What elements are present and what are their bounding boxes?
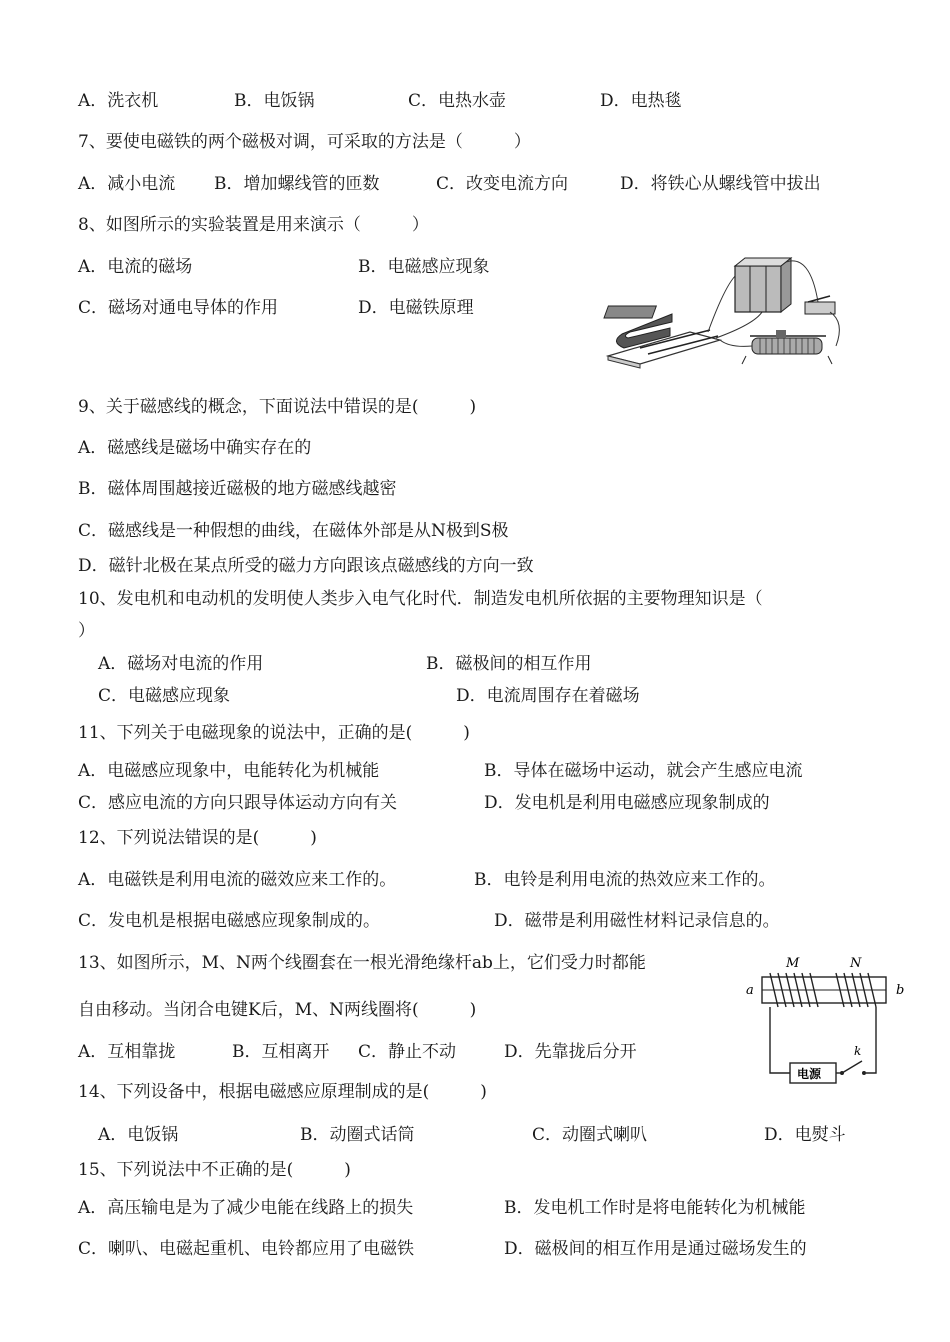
q8-apparatus-figure — [600, 252, 860, 374]
question-14-stem: 14、下列设备中，根据电磁感应原理制成的是( ) — [78, 1082, 487, 1102]
q9-option-d: D．磁针北极在某点所受的磁力方向跟该点磁感线的方向一致 — [78, 556, 534, 576]
q14-option-d: D．电熨斗 — [764, 1125, 846, 1145]
q12-option-b: B．电铃是利用电流的热效应来工作的。 — [474, 870, 776, 890]
q15-option-a: A．高压输电是为了减少电能在线路上的损失 — [78, 1198, 414, 1218]
q13-option-a: A．互相靠拢 — [78, 1042, 176, 1062]
q8-option-c: C．磁场对通电导体的作用 — [78, 298, 279, 318]
question-15-stem: 15、下列说法中不正确的是( ) — [78, 1160, 351, 1180]
label-k: k — [854, 1044, 862, 1058]
q12-option-a: A．电磁铁是利用电流的磁效应来工作的。 — [78, 870, 397, 890]
q14-option-c: C．动圈式喇叭 — [532, 1125, 648, 1145]
q12-option-d: D．磁带是利用磁性材料记录信息的。 — [494, 911, 780, 931]
label-n: N — [850, 956, 862, 971]
q7-option-a: A．减小电流 — [78, 174, 176, 194]
q7-option-d: D．将铁心从螺线管中拔出 — [620, 174, 821, 194]
q10-option-a: A．磁场对电流的作用 — [98, 654, 264, 674]
question-13-stem: 13、如图所示，M、N两个线圈套在一根光滑绝缘杆ab上，它们受力时都能 — [78, 953, 646, 973]
q11-option-c: C．感应电流的方向只跟导体运动方向有关 — [78, 793, 398, 813]
label-b: b — [896, 983, 905, 998]
q8-option-d: D．电磁铁原理 — [358, 298, 474, 318]
q10-option-b: B．磁极间的相互作用 — [426, 654, 592, 674]
q10-option-c: C．电磁感应现象 — [98, 686, 231, 706]
q10-option-d: D．电流周围存在着磁场 — [456, 686, 640, 706]
q9-option-b: B．磁体周围越接近磁极的地方磁感线越密 — [78, 479, 397, 499]
q8-option-a: A．电流的磁场 — [78, 257, 193, 277]
q14-option-a: A．电饭锅 — [98, 1125, 179, 1145]
q9-option-a: A．磁感线是磁场中确实存在的 — [78, 438, 312, 458]
question-11-stem: 11、下列关于电磁现象的说法中，正确的是( ) — [78, 723, 470, 743]
q15-option-c: C．喇叭、电磁起重机、电铃都应用了电磁铁 — [78, 1239, 415, 1259]
q11-option-a: A．电磁感应现象中，电能转化为机械能 — [78, 761, 380, 781]
q8-option-b: B．电磁感应现象 — [358, 257, 490, 277]
q14-option-b: B．动圈式话筒 — [300, 1125, 415, 1145]
question-10-stem-cont: ） — [78, 621, 95, 641]
q15-option-b: B．发电机工作时是将电能转化为机械能 — [504, 1198, 806, 1218]
q13-circuit-figure — [740, 955, 910, 1090]
q13-option-c: C．静止不动 — [358, 1042, 457, 1062]
option-b: B．电饭锅 — [234, 91, 315, 111]
question-10-stem: 10、发电机和电动机的发明使人类步入电气化时代．制造发电机所依据的主要物理知识是（ — [78, 589, 763, 609]
option-c: C．电热水壶 — [408, 91, 507, 111]
q7-option-c: C．改变电流方向 — [436, 174, 569, 194]
q11-option-d: D．发电机是利用电磁感应现象制成的 — [484, 793, 770, 813]
question-13-stem-cont: 自由移动。当闭合电键K后，M、N两线圈将( ) — [78, 1000, 477, 1020]
option-a: A．洗衣机 — [78, 91, 159, 111]
q9-option-c: C．磁感线是一种假想的曲线，在磁体外部是从N极到S极 — [78, 521, 509, 541]
q7-option-b: B．增加螺线管的匝数 — [214, 174, 380, 194]
question-7-stem: 7、要使电磁铁的两个磁极对调，可采取的方法是（ ） — [78, 132, 531, 152]
question-9-stem: 9、关于磁感线的概念，下面说法中错误的是( ) — [78, 397, 477, 417]
q11-option-b: B．导体在磁场中运动，就会产生感应电流 — [484, 761, 803, 781]
question-12-stem: 12、下列说法错误的是( ) — [78, 828, 317, 848]
question-8-stem: 8、如图所示的实验装置是用来演示（ ） — [78, 215, 429, 235]
q12-option-c: C．发电机是根据电磁感应现象制成的。 — [78, 911, 381, 931]
power-source-label: 电源 — [797, 1067, 822, 1081]
q13-option-b: B．互相离开 — [232, 1042, 330, 1062]
label-a: a — [746, 983, 754, 998]
label-m: M — [786, 956, 800, 971]
q13-option-d: D．先靠拢后分开 — [504, 1042, 637, 1062]
option-d: D．电热毯 — [600, 91, 682, 111]
q15-option-d: D．磁极间的相互作用是通过磁场发生的 — [504, 1239, 807, 1259]
